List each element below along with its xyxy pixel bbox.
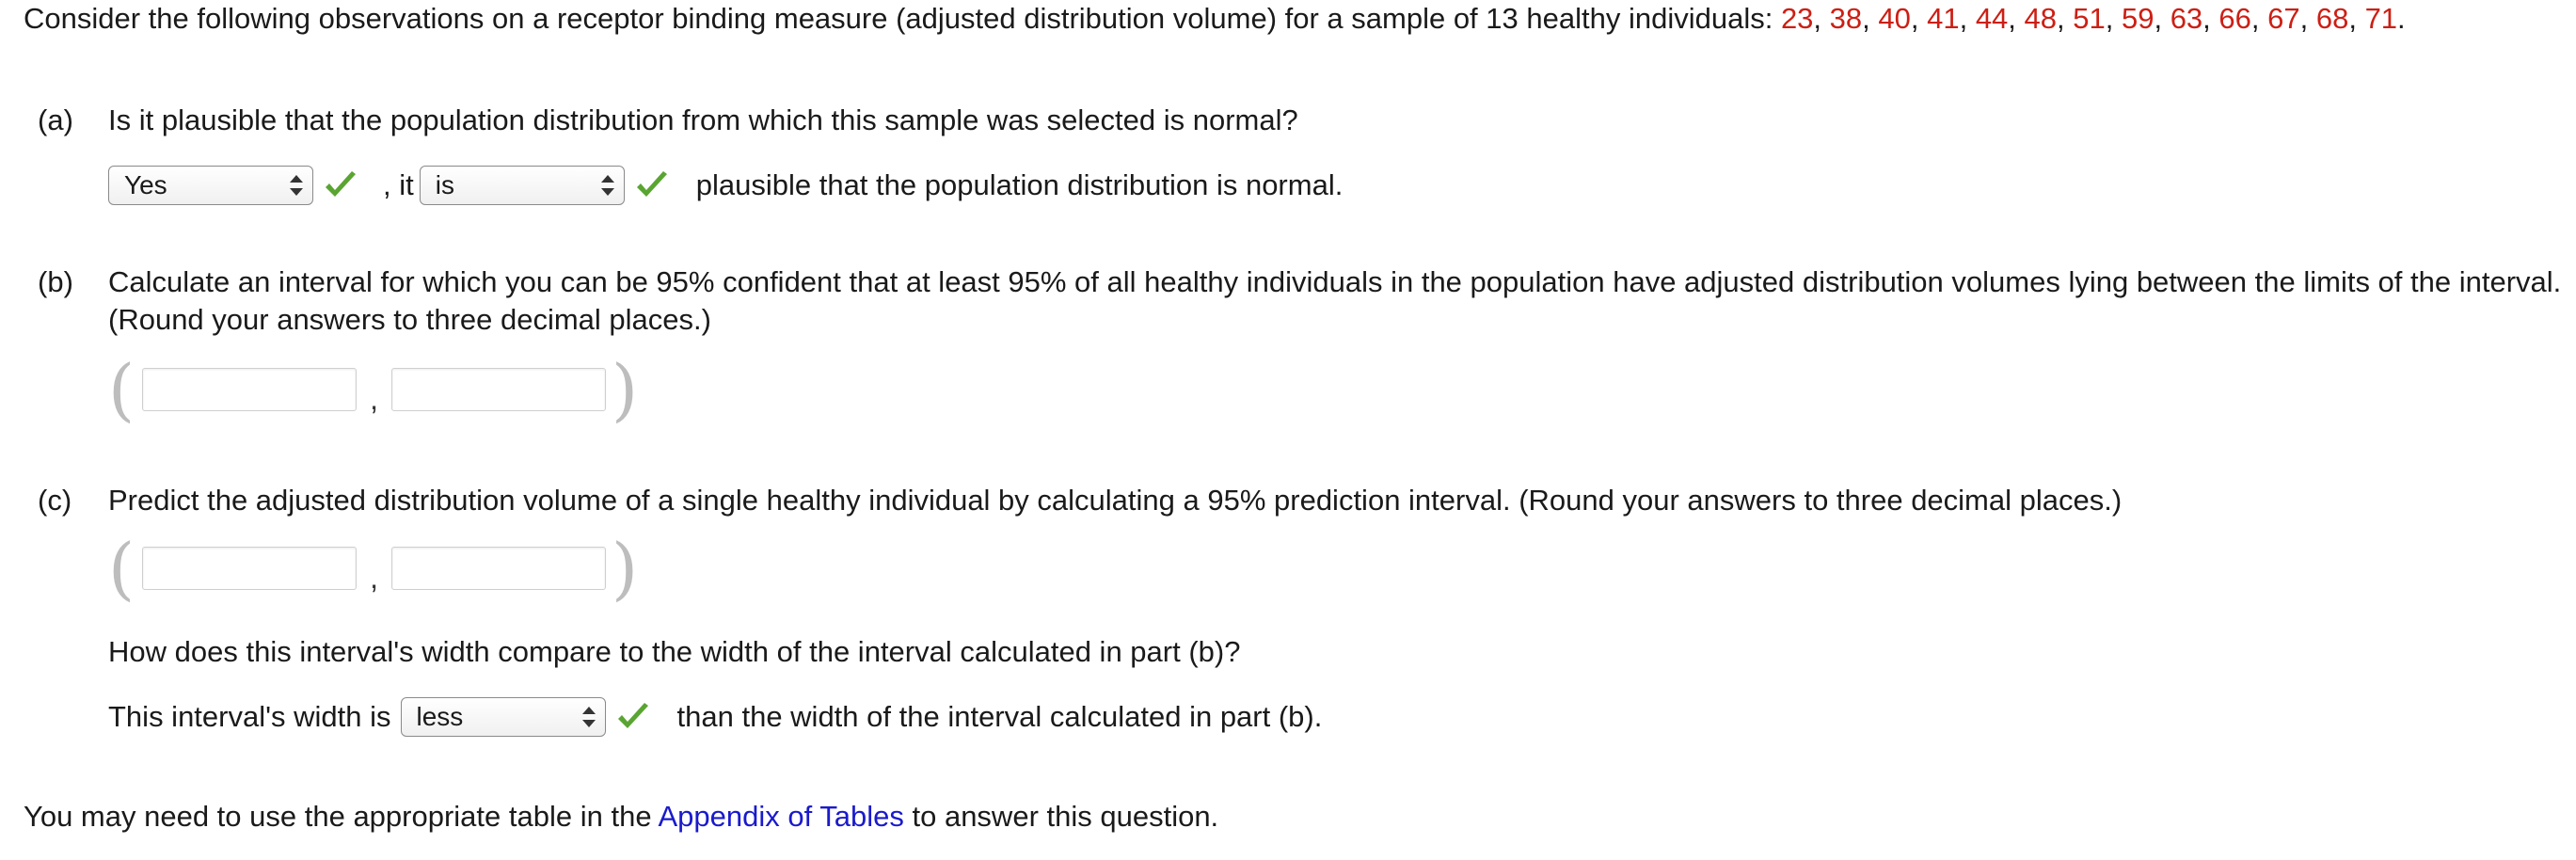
data-value: 38	[1829, 2, 1863, 35]
data-value: 40	[1878, 2, 1911, 35]
width-comparison-select-value: less	[416, 702, 464, 731]
part-a-label: (a)	[38, 104, 73, 136]
part-a-mid-text: , it	[383, 168, 414, 201]
data-value: 48	[2024, 2, 2058, 35]
tolerance-lower-input[interactable]	[142, 368, 357, 411]
width-comparison-select[interactable]	[401, 697, 606, 737]
footer-prefix: You may need to use the appropriate table in the	[24, 800, 659, 833]
footer-suffix: to answer this question.	[903, 800, 1219, 833]
open-paren: (	[108, 350, 135, 429]
plausibility-select[interactable]	[420, 166, 625, 205]
normality-select[interactable]	[108, 166, 313, 205]
updown-arrows-icon	[601, 173, 614, 198]
part-c-label: (c)	[38, 484, 72, 517]
open-paren: (	[108, 529, 135, 608]
part-a-answer-row	[108, 165, 1343, 206]
prediction-interval-row	[108, 529, 639, 608]
data-value: 63	[2170, 2, 2203, 35]
data-value: 71	[2364, 2, 2398, 35]
interval-comma: ,	[370, 381, 378, 416]
data-value: 68	[2315, 2, 2349, 35]
updown-arrows-icon	[290, 173, 303, 198]
footer-note	[24, 798, 1218, 836]
part-a-tail-text: plausible that the population distribution is normal.	[695, 168, 1344, 201]
data-value: 51	[2073, 2, 2106, 35]
close-paren: )	[611, 529, 639, 608]
problem-statement: Consider the following observations on a receptor binding measure (adjusted distribution volume) for a sample of 13 healthy individuals: 23, 38, 40, 41, 44, 48, 51, 59, 63, 66, 67, 68, 71.	[24, 2, 2406, 35]
appendix-of-tables-link[interactable]: Appendix of Tables	[658, 800, 904, 833]
compare-suffix: than the width of the interval calculated in part (b).	[676, 700, 1323, 733]
part-a-question: Is it plausible that the population distribution from which this sample was selected is normal?	[108, 104, 1298, 136]
part-b-question: Calculate an interval for which you can be 95% confident that at least 95% of all healthy individuals in the population have adjusted distribution volumes lying between the limits of the interval. (Round your answers to three decimal places.)	[108, 265, 2562, 336]
prediction-lower-input[interactable]	[142, 547, 357, 590]
compare-prefix: This interval's width is	[108, 700, 391, 733]
close-paren: )	[611, 350, 639, 429]
checkmark-icon	[323, 169, 358, 201]
plausibility-select-value: is	[435, 170, 454, 199]
data-value: 44	[1975, 2, 2009, 35]
tolerance-upper-input[interactable]	[391, 368, 606, 411]
data-value: 59	[2121, 2, 2155, 35]
data-value: 67	[2267, 2, 2300, 35]
data-value: 23	[1780, 2, 1814, 35]
compare-answer-row	[108, 696, 1322, 738]
intro-text: Consider the following observations on a receptor binding measure (adjusted distribution volume) for a sample of 13 healthy individuals:	[24, 2, 1781, 35]
checkmark-icon	[634, 169, 670, 201]
updown-arrows-icon	[582, 705, 596, 729]
normality-select-value: Yes	[124, 170, 167, 199]
data-value: 41	[1927, 2, 1960, 35]
checkmark-icon	[615, 701, 651, 733]
interval-comma: ,	[370, 560, 378, 595]
part-b-label: (b)	[38, 265, 73, 298]
compare-question: How does this interval's width compare to the width of the interval calculated in part (b)?	[108, 635, 1241, 668]
data-value: 66	[2218, 2, 2251, 35]
prediction-upper-input[interactable]	[391, 547, 606, 590]
part-c-question: Predict the adjusted distribution volume of a single healthy individual by calculating a 95% prediction interval. (Round your answers to three decimal places.)	[108, 484, 2123, 517]
tolerance-interval-row	[108, 350, 639, 429]
